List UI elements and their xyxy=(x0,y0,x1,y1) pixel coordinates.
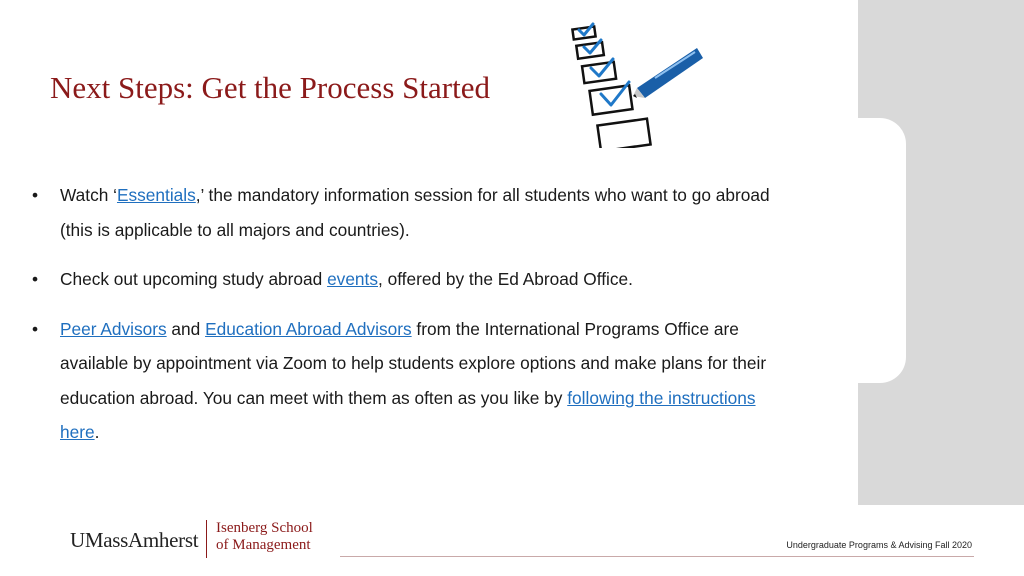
bullet-text: from the International Programs Office are available by appointment via Zoom to help students explore options and make plans for their education abroad. You can meet with them as often as you like by xyxy=(60,318,767,408)
bullet-text: Check out upcoming study abroad xyxy=(60,269,328,289)
bullet-text: and xyxy=(166,318,206,339)
bullet-text: Watch ‘ xyxy=(60,185,117,205)
bullet-text: , offered by the Ed Abroad Office. xyxy=(377,269,633,289)
instructions-link[interactable]: following the instructions here xyxy=(60,387,756,442)
bullet-text: . xyxy=(94,422,100,442)
isenberg-wordmark xyxy=(216,520,313,554)
bullet-events xyxy=(32,262,792,297)
bullet-advisors xyxy=(32,312,792,450)
footer-caption: Undergraduate Programs & Advising Fall 2020 xyxy=(786,540,972,550)
education-abroad-advisors-link[interactable]: Education Abroad Advisors xyxy=(205,318,412,339)
essentials-link[interactable]: Essentials xyxy=(116,185,196,205)
umass-amherst-wordmark: UMassAmherst xyxy=(70,528,199,552)
bullet-text: ,’ the mandatory information session for all students who want to go abroad (this is applicable to all majors and countries). xyxy=(60,185,770,240)
isenberg-line-1: Isenberg School xyxy=(216,520,313,536)
slide-title: Next Steps: Get the Process Started xyxy=(50,70,490,105)
bullet-list xyxy=(32,178,792,465)
logo-divider xyxy=(206,520,207,558)
isenberg-line-2: of Management xyxy=(216,537,311,553)
footer-divider xyxy=(340,556,974,557)
checklist-pen-icon xyxy=(555,18,705,148)
events-link[interactable]: events xyxy=(327,269,378,289)
peer-advisors-link[interactable]: Peer Advisors xyxy=(60,318,167,339)
sidebar-tab-notch xyxy=(858,118,906,383)
bullet-essentials xyxy=(32,178,792,247)
